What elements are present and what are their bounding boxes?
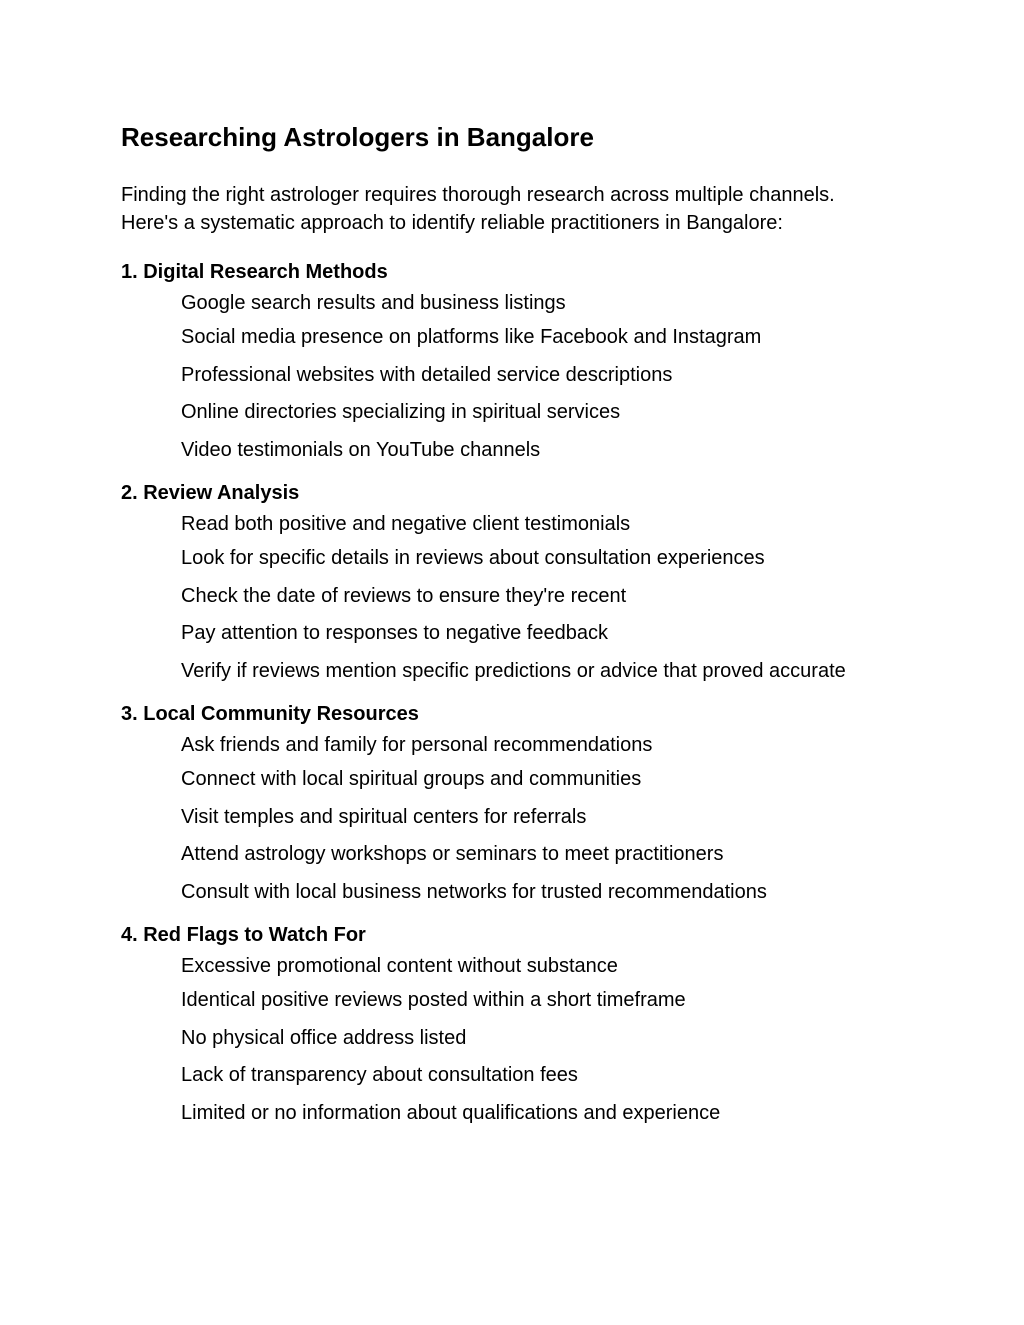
section-red-flags — [121, 920, 981, 1132]
intro-paragraph — [121, 181, 941, 237]
list-item: Video testimonials on YouTube channels — [181, 438, 541, 461]
list-item: Lack of transparency about consultation fees — [181, 1064, 578, 1086]
section-heading: 3. Local Community Resources — [121, 703, 419, 725]
list-item: Pay attention to responses to negative feedback — [181, 622, 608, 644]
list-item: No physical office address listed — [181, 1026, 467, 1049]
page-title: Researching Astrologers in Bangalore — [121, 122, 594, 152]
section-heading: 2. Review Analysis — [121, 482, 300, 504]
section-digital-research — [121, 257, 981, 469]
list-item: Check the date of reviews to ensure they're recent — [181, 584, 627, 607]
list-item: Consult with local business networks for trusted recommendations — [181, 880, 767, 903]
list-item: Read both positive and negative client testimonials — [181, 513, 631, 535]
list-item: Limited or no information about qualifications and experience — [181, 1101, 721, 1124]
list-item: Google search results and business listings — [181, 292, 566, 314]
intro-line: Here's a systematic approach to identify reliable practitioners in Bangalore: — [121, 212, 783, 234]
list-item: Social media presence on platforms like Facebook and Instagram — [181, 326, 762, 348]
section-items — [121, 287, 981, 469]
section-review-analysis — [121, 478, 981, 690]
list-item: Online directories specializing in spiritual services — [181, 401, 621, 423]
list-item: Professional websites with detailed service descriptions — [181, 363, 673, 386]
list-item: Ask friends and family for personal recommendations — [181, 734, 653, 756]
section-items — [121, 950, 981, 1132]
section-heading: 4. Red Flags to Watch For — [121, 924, 366, 946]
section-items — [121, 729, 981, 911]
list-item: Visit temples and spiritual centers for referrals — [181, 805, 587, 828]
list-item: Excessive promotional content without substance — [181, 955, 618, 977]
list-item: Identical positive reviews posted within a short timeframe — [181, 989, 686, 1011]
section-local-community — [121, 699, 981, 911]
list-item: Look for specific details in reviews about consultation experiences — [181, 547, 765, 569]
sections-list — [121, 257, 981, 1141]
section-items — [121, 508, 981, 690]
intro-line: Finding the right astrologer requires thorough research across multiple channels. — [121, 184, 835, 206]
list-item: Connect with local spiritual groups and communities — [181, 768, 642, 790]
list-item: Attend astrology workshops or seminars to meet practitioners — [181, 843, 724, 865]
section-heading: 1. Digital Research Methods — [121, 261, 388, 283]
list-item: Verify if reviews mention specific predictions or advice that proved accurate — [181, 659, 846, 682]
